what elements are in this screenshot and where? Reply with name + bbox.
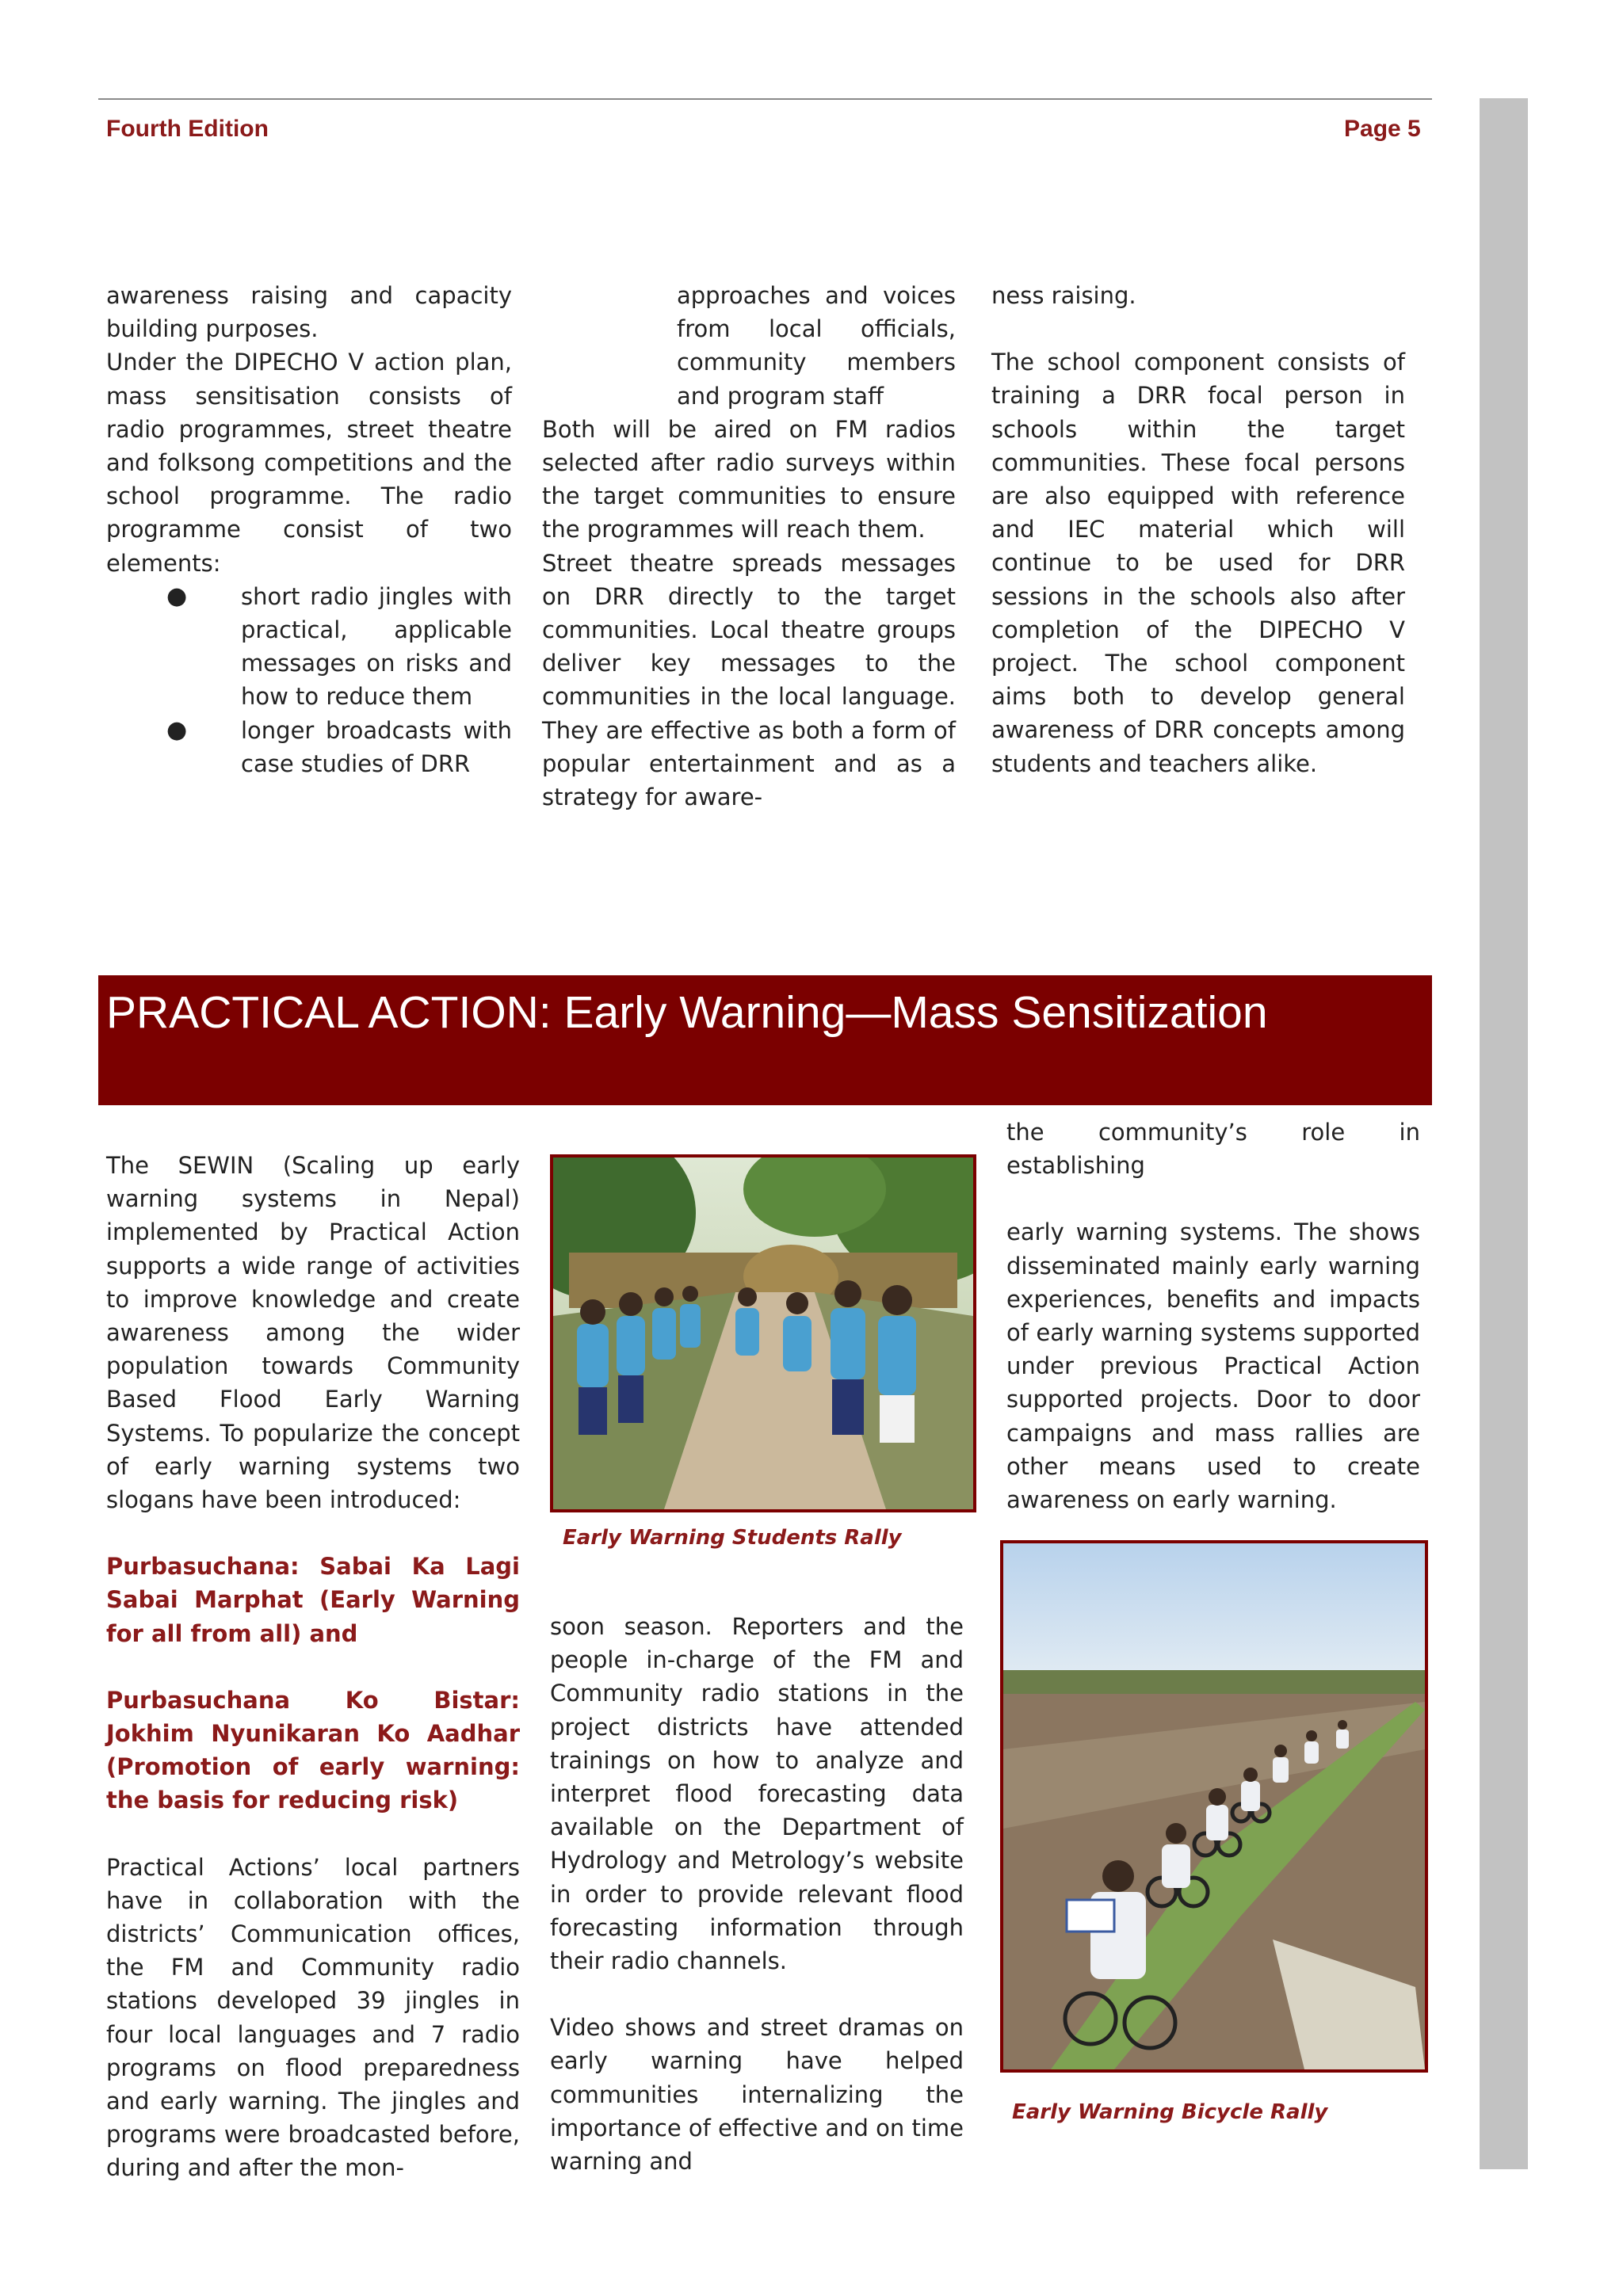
section-title: PRACTICAL ACTION: Early Warning—Mass Sensitization (106, 987, 1268, 1038)
section-banner (98, 975, 1432, 1105)
bullet-icon: ● (166, 582, 188, 610)
edition-label: Fourth Edition (106, 116, 269, 142)
paragraph: Video shows and street dramas on early warning have helped communities internalizing the importance of effective and on time warning and (550, 2014, 964, 2176)
article-column-3 (1006, 1116, 1420, 1516)
slogan: Purbasuchana: Sabai Ka Lagi Sabai Marphat (Early Warning for all from all) and (106, 1553, 520, 1647)
paragraph: Under the DIPECHO V action plan, mass sensitisation consists of radio programmes, street theatre and folksong competitions and the school programme. The radio programme consist of two elements: (106, 349, 512, 577)
right-margin-bar (1480, 98, 1528, 2169)
article-column-1 (106, 1149, 520, 2185)
paragraph: The SEWIN (Scaling up early warning systems in Nepal) implemented by Practical Action supports a wide range of activities to improve knowledge and create awareness among the wider population towards Community Based Flood Early Warning Systems. To popularize the concept of early warning systems two slogans have been introduced: (106, 1152, 520, 1514)
paragraph: The school component consists of training a DRR focal person in schools within the target communities. These focal persons are also equipped with reference and IEC material which will continue to be used for DRR sessions in the schools also after completion of the DIPECHO V project. The school component aims both to develop general awareness of DRR concepts among students and teachers alike. (991, 349, 1405, 777)
slogan: Purbasuchana Ko Bistar: Jokhim Nyunikaran Ko Aadhar (Promotion of early warning: the basis for reducing risk) (106, 1686, 520, 1814)
students-rally-caption: Early Warning Students Rally (563, 1526, 902, 1550)
bullet-list (106, 580, 512, 780)
header-rule (98, 98, 1432, 100)
bicycle-rally-caption: Early Warning Bicycle Rally (1012, 2100, 1328, 2124)
paragraph: Street theatre spreads messages on DRR directly to the target communities. Local theatre groups deliver key messages to the communities in the local language. They are effective as both a form of popular entertainment and as a strategy for aware- (542, 549, 956, 811)
paragraph: the community’s role in establishing (1006, 1119, 1420, 1180)
paragraph: soon season. Reporters and the people in-charge of the FM and Community radio stations in the project districts have attended trainings on how to analyze and interpret flood forecasting data available on the Department of Hydrology and Metrology’s website in order to provide relevant flood forecasting information through their radio channels. (550, 1613, 964, 1975)
top-column-2 (542, 279, 956, 814)
paragraph: ness raising. (991, 282, 1136, 309)
top-column-1 (106, 279, 512, 780)
page-number: Page 5 (1344, 116, 1421, 142)
top-column-3 (991, 279, 1405, 780)
article-column-2 (550, 1610, 964, 2178)
paragraph: awareness raising and capacity building purposes. (106, 282, 512, 343)
list-item (106, 714, 512, 780)
list-item-text: short radio jingles with practical, applicable messages on risks and how to reduce them (241, 582, 512, 711)
paragraph: early warning systems. The shows disseminated mainly early warning experiences, benefits and impacts of early warning systems supported under previous Practical Action supported projects. Door to door campaigns and mass rallies are other means used to create awareness on early warning. (1006, 1219, 1420, 1514)
paragraph: Practical Actions’ local partners have in collaboration with the districts’ Communication offices, the FM and Community radio stations developed 39 jingles in four local languages and 7 radio programs on flood preparedness and early warning. The jingles and programs were broadcasted before, during and after the mon- (106, 1853, 520, 2182)
students-rally-photo (550, 1154, 976, 1512)
bicycle-rally-photo (1000, 1540, 1428, 2073)
list-item (106, 580, 512, 714)
bullet-icon: ● (166, 715, 188, 744)
students-rally-image (553, 1158, 973, 1509)
list-item-text: longer broadcasts with case studies of DRR (241, 716, 512, 777)
paragraph: approaches and voices from local officials, community members and program staff (677, 282, 956, 410)
paragraph: Both will be aired on FM radios selected after radio surveys within the target communities to ensure the programmes will reach them. (542, 415, 956, 543)
bicycle-rally-image (1003, 1543, 1425, 2069)
